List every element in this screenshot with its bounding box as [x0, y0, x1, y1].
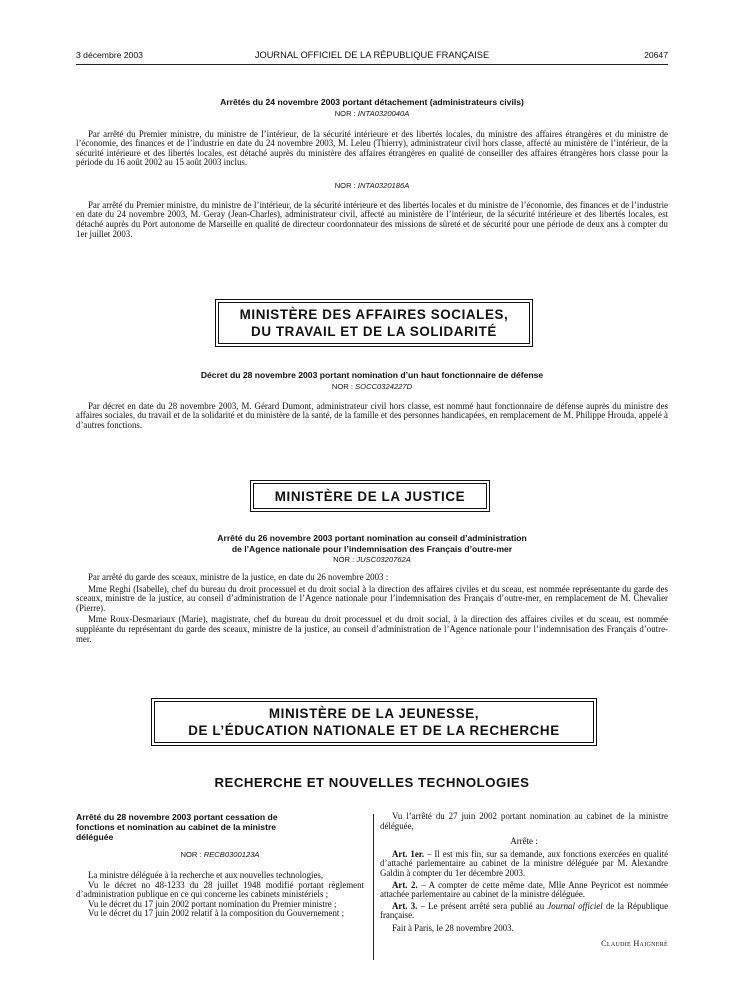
article-text: de la République française. — [380, 900, 669, 921]
paragraph: Vu le décret no 48-1233 du 28 juillet 1948 modifié portant règlement d’administration publique en ce qui concerne les cabinets ministériels ; — [76, 879, 364, 900]
section-heading-recherche: RECHERCHE ET NOUVELLES TECHNOLOGIES — [214, 775, 530, 790]
header-rule — [76, 64, 668, 65]
nor-code: JUSC0320762A — [356, 555, 411, 564]
nor-code: SOCC0324227D — [355, 381, 413, 391]
nor-reference — [76, 180, 668, 191]
ministry-box-jeunesse — [151, 698, 597, 746]
section-decret-defense — [76, 370, 668, 430]
nor-reference — [76, 381, 668, 392]
paragraph: Vu le décret du 17 juin 2002 portant nomination du Premier ministre ; — [88, 898, 337, 909]
nor-code: INTA0320040A — [357, 108, 410, 118]
nor-label: NOR : — [180, 850, 202, 859]
ministry-box-justice — [250, 480, 490, 512]
section-arrete-agence — [76, 533, 668, 644]
signature: Claudie Haigneré — [601, 938, 668, 948]
ministry-name-line: DE L’ÉDUCATION NATIONALE ET DE LA RECHERCHE — [188, 723, 560, 738]
nor-label: NOR : — [334, 180, 356, 190]
article-label: Art. 3. — [392, 900, 418, 911]
right-column — [380, 812, 668, 948]
paragraph: Vu l’arrêté du 27 juin 2002 portant nomination au cabinet de la ministre déléguée, — [380, 811, 668, 831]
running-head — [76, 50, 668, 64]
section-title: Décret du 28 novembre 2003 portant nomination d’un haut fonctionnaire de défense — [200, 370, 544, 380]
journal-officiel-italic: Journal officiel — [547, 900, 603, 911]
section-title-line: de l’Agence nationale pour l’indemnisation des Français d’outre-mer — [231, 543, 513, 554]
ministry-name-line: MINISTÈRE DE LA JEUNESSE, — [268, 706, 480, 721]
article-text: – Le présent arrêté sera publié au — [420, 900, 545, 911]
column-divider — [373, 814, 374, 960]
article-text: – Il est mis fin, sur sa demande, aux fonctions exercées en qualité d’attaché parlementaire au cabinet de la ministre déléguée par M. Alexandre Galdin à compter du 1er décembre 2003. — [380, 848, 669, 878]
article-text: – A compter de cette même date, Mlle Anne Peyricot est nommée attachée parlementaire au cabinet de la ministre déléguée. — [380, 879, 668, 900]
paragraph: Par arrêté du Premier ministre, du ministre de l’intérieur, de la sécurité intérieure et des libertés locales et du ministre de l’économie, des finances et de l’industrie en date du 24 novembre 2003, M. Geray (Jean-Charles), administrateur civil, affecté au ministère de l’intérieur, de la sécurité intérieure et des libertés locales, est détaché auprès du Port autonome de Marseille en qualité de directeur coordonnateur des missions de sûreté et de sécurité pour une période de deux ans à compter du 1er juillet 2003. — [76, 199, 668, 239]
arrete-heading: Arrête : — [510, 836, 538, 847]
paragraph: Mme Reghi (Isabelle), chef du bureau du droit processuel et du droit social à la direction des affaires civiles et du sceau, est nommée représentante du garde des sceaux, ministre de la justice, au conseil d’administration de l’Agence nationale pour l’indemnisation des Français d’outre-mer, en remplacement de M. Chevalier (Pierre). — [76, 583, 668, 613]
article-1 — [380, 850, 668, 879]
nor-label: NOR : — [331, 381, 353, 391]
nor-label: NOR : — [334, 108, 356, 118]
ministry-box-affaires-sociales — [215, 299, 533, 347]
article-label: Art. 2. — [392, 879, 418, 890]
article-3 — [380, 902, 668, 921]
nor-reference — [76, 554, 668, 565]
column-title-line: fonctions et nomination au cabinet de la ministre — [76, 822, 277, 832]
nor-label: NOR : — [333, 555, 355, 564]
header-page-number: 20647 — [644, 50, 668, 60]
column-title-line: déléguée — [76, 832, 114, 842]
article-2 — [380, 881, 668, 900]
paragraph: Par arrêté du Premier ministre, du ministre de l’intérieur, de la sécurité intérieure et des libertés locales, du ministre des affaires étrangères et du ministre de l’économie, des finances et de l’industrie en date du 24 novembre 2003, M. Leleu (Thierry), administrateur civil hors classe, affecté au ministère de l’intérieur, de la sécurité intérieure et des libertés locales, est détaché auprès du ministère des affaires étrangères en qualité de conseiller des affaires étrangères hors classe pour la période du 16 août 2002 au 15 août 2003 inclus. — [76, 128, 668, 168]
nor-reference — [76, 850, 364, 859]
header-date: 3 décembre 2003 — [76, 50, 143, 60]
left-column — [76, 812, 364, 919]
section-detachement — [76, 97, 668, 239]
nor-code: RECB0300123A — [203, 850, 260, 859]
article-label: Art. 1er. — [392, 848, 425, 859]
ministry-name-line: MINISTÈRE DES AFFAIRES SOCIALES, — [239, 307, 509, 322]
paragraph: Par décret en date du 28 novembre 2003, M. Gérard Dumont, administrateur civil hors classe, est nommé haut fonctionnaire de défense auprès du ministre des affaires sociales, du travail et de la solidarité et du ministère de la santé, de la famille et des personnes handicapées, en remplacement de M. Philippe Hrouda, appelé à d’autres fonctions. — [76, 400, 668, 430]
nor-code: INTA0320186A — [357, 180, 410, 190]
section-title-line: Arrêté du 26 novembre 2003 portant nomination au conseil d’administration — [217, 533, 527, 543]
column-title-line: Arrêté du 28 novembre 2003 portant cessation de — [76, 812, 278, 822]
header-journal-title: JOURNAL OFFICIEL DE LA RÉPUBLIQUE FRANÇAISE — [254, 50, 490, 60]
paragraph: Par arrêté du garde des sceaux, ministre de la justice, en date du 26 novembre 2003 : — [88, 572, 389, 582]
fait-a-paris: Fait à Paris, le 28 novembre 2003. — [392, 922, 514, 933]
paragraph: Mme Roux-Desmariaux (Marie), magistrate, chef du bureau du droit processuel et du droit social, à la direction des affaires civiles et du sceau, est nommée suppléante du représentant du garde des sceaux, ministre de la justice, au conseil d’administration de l’Agence nationale pour l’indemnisation des Français d’outre-mer. — [76, 614, 668, 644]
paragraph: La ministre déléguée à la recherche et aux nouvelles technologies, — [88, 870, 324, 880]
paragraph: Vu le décret du 17 juin 2002 relatif à la composition du Gouvernement ; — [88, 908, 345, 919]
ministry-name-line: DU TRAVAIL ET DE LA SOLIDARITÉ — [251, 324, 497, 339]
ministry-name-line: MINISTÈRE DE LA JUSTICE — [274, 488, 466, 504]
section-title: Arrêtés du 24 novembre 2003 portant détachement (administrateurs civils) — [220, 97, 524, 107]
nor-reference — [76, 108, 668, 119]
